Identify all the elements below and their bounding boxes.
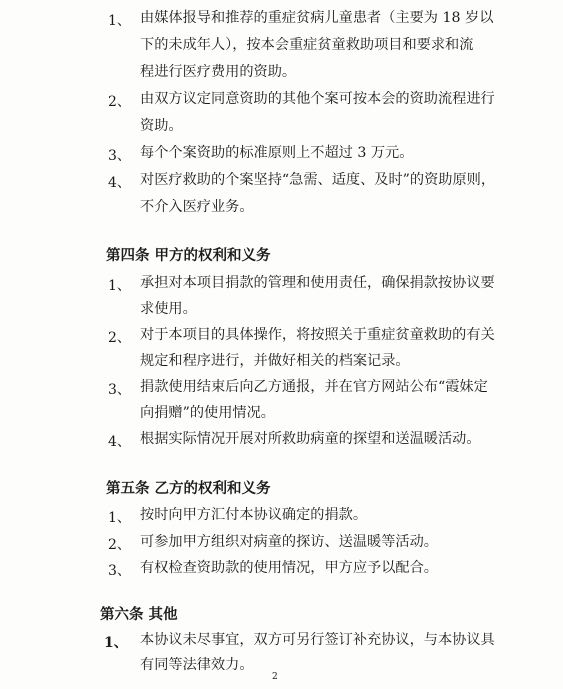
page-number: 2 (272, 672, 278, 682)
item-line: 可参加甲方组织对病童的探访、送温暖等活动。 (140, 534, 438, 550)
item-number: 1、 (108, 278, 131, 294)
item-number: 2、 (108, 537, 131, 553)
item-line: 按时向甲方汇付本协议确定的捐款。 (140, 507, 368, 523)
item-number: 1、 (108, 510, 131, 526)
item-number: 3、 (108, 148, 131, 164)
item-line: 捐款使用结束后向乙方通报，并在官方网站公布“霞妹定 (140, 379, 488, 395)
item-line: 根据实际情况开展对所救助病童的探望和送温暖活动。 (140, 431, 481, 447)
item-number: 1、 (104, 635, 128, 651)
item-line: 资助。 (140, 118, 183, 134)
item-line: 向捐赠”的使用情况。 (140, 405, 275, 421)
item-line: 对于本项目的具体操作，将按照关于重症贫童救助的有关 (140, 327, 495, 343)
item-number: 1、 (108, 13, 131, 29)
item-number: 4、 (108, 175, 131, 191)
item-line: 不介入医疗业务。 (140, 199, 254, 215)
item-number: 2、 (108, 94, 131, 110)
section-heading: 第五条 乙方的权利和义务 (106, 480, 271, 497)
item-number: 3、 (108, 382, 131, 398)
item-line: 规定和程序进行，并做好相关的档案记录。 (140, 353, 410, 369)
item-line: 对医疗救助的个案坚持“急需、适度、及时”的资助原则， (140, 172, 496, 188)
item-line: 承担对本项目捐款的管理和使用责任，确保捐款按协议要 (140, 275, 495, 291)
item-line: 求使用。 (140, 301, 197, 317)
section-heading: 第六条 其他 (100, 606, 178, 623)
item-line: 本协议未尽事宜，双方可另行签订补充协议，与本协议具 (140, 632, 495, 648)
item-line: 有权检查资助款的使用情况，甲方应予以配合。 (140, 560, 438, 576)
item-number: 3、 (108, 563, 131, 579)
item-number: 4、 (108, 434, 131, 450)
item-line: 每个个案资助的标准原则上不超过 3 万元。 (140, 145, 414, 161)
item-line: 有同等法律效力。 (140, 657, 254, 673)
item-line: 下的未成年人），按本会重症贫童救助项目和要求和流 (140, 37, 474, 53)
section-heading: 第四条 甲方的权利和义务 (106, 247, 271, 264)
item-line: 由媒体报导和推荐的重症贫病儿童患者（主要为 18 岁以 (140, 10, 494, 26)
item-line: 由双方议定同意资助的其他个案可按本会的资助流程进行 (140, 91, 495, 107)
item-number: 2、 (108, 330, 131, 346)
item-line: 程进行医疗费用的资助。 (140, 64, 297, 80)
